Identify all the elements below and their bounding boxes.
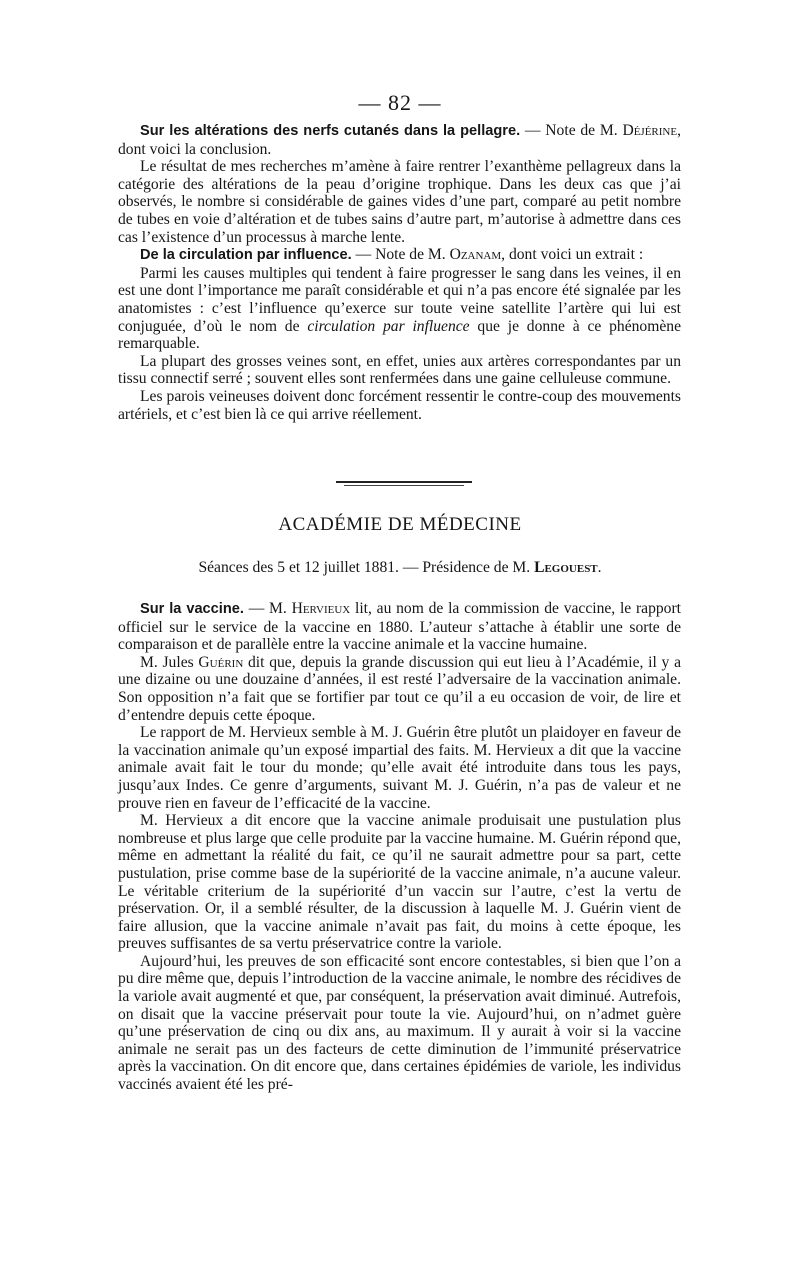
section-divider-rule	[336, 481, 472, 483]
article-vaccine-paragraph-5: Aujourd’hui, les preuves de son efficacité sont encore contestables, si bien que l’on a pu dire même que, depuis l’introduction de la vaccine animale, le nombre des récidives de la variole avait augmenté et que, par conséquent, la préservation avait diminué. Autrefois, on disait que la vaccine préservait pour toute la vie. Aujourd’hui, on n’admet guère qu’une préservation de cinq ou dix ans, au maximum. Il y aurait à voir si la vaccine animale ne serait pas un des facteurs de cette diminution de l’immunité préservatrice après la vaccination. On dit encore que, dans certaines épidémies de variole, les individus vaccinés avaient été les pré-	[118, 952, 681, 1094]
article-circulation-paragraph-3: Les parois veineuses doivent donc forcément ressentir le contre-coup des mouvements artériels, et c’est bien là ce qui arrive réellement.	[118, 387, 681, 423]
author-dejerine: Déjérine	[622, 122, 678, 139]
article-circulation-paragraph-1: Parmi les causes multiples qui tendent à faire progresser le sang dans les veines, il en est une dont l’importance me paraît considérable et qui n’a pas encore été signalée par les anatomistes : c’est l’influence qu’exerce sur toute veine satellite l’artère qui lui est conjuguée, d’où le nom de circulation par influence que je donne à ce phénomène remarquable.	[118, 264, 681, 353]
section-heading-academie: ACADÉMIE DE MÉDECINE	[278, 514, 522, 535]
article-pellagra-paragraph: Le résultat de mes recherches m’amène à faire rentrer l’exanthème pellagreux dans la catégorie des altérations de la peau d’origine trophique. Dans les deux cas que j’ai observés, le nombre si considérable de gaines vides d’une part, comparé au petit nombre de tubes en voie d’altération et de tubes sains d’autre part, m’autorise à admettre dans ces cas l’existence d’un processus à marche lente.	[118, 158, 681, 246]
article-vaccine-paragraph-4: M. Hervieux a dit encore que la vaccine animale produisait une pustulation plus nombreuse et plus large que celle produite par la vaccine humaine. M. Guérin répond que, même en admettant la réalité du fait, ce qu’il ne saurait admettre pour sa part, cette pustulation, prise comme base de la supériorité de la vaccine animale, n’a aucune valeur. Le véritable criterium de la supériorité d’un vaccin sur l’autre, c’est la vertu de préservation. Or, il a semblé résulter, de la discussion à laquelle M. J. Guérin vient de faire allusion, que la vaccine animale n’avait pas fait, du moins à cette époque, les preuves suffisantes de sa vertu préservatrice contre la variole.	[118, 812, 681, 953]
article-vaccine-intro: Sur la vaccine. — M. Hervieux lit, au nom de la commission de vaccine, le rapport officiel sur le service de la vaccine en 1880. L’auteur s’attache à établir une sorte de comparaison et de parallèle entre la vaccine animale et la vaccine humaine.	[118, 600, 681, 654]
article-circulation-paragraph-2: La plupart des grosses veines sont, en effet, unies aux artères correspondantes par un tissu connectif serré ; souvent elles sont renfermées dans une gaine celluleuse commune.	[118, 352, 681, 388]
article-vaccine-paragraph-3: Le rapport de M. Hervieux semble à M. J. Guérin être plutôt un plaidoyer en faveur de la vaccination animale qu’un exposé impartial des faits. M. Hervieux a dit que la vaccine animale avait fait le tour du monde; qu’elle avait été introduite dans tous les pays, jusqu’aux Indes. Ce genre d’arguments, suivant M. J. Guérin, n’a pas de valeur et ne prouve rien en faveur de l’efficacité de la vaccine.	[118, 724, 681, 812]
italic-term: circulation par influence	[307, 317, 470, 335]
lower-text-block	[118, 600, 681, 1094]
article-title-vaccine: Sur la vaccine.	[140, 601, 244, 617]
session-line: Séances des 5 et 12 juillet 1881. — Présidence de M. Legouest.	[198, 559, 602, 576]
name-guerin: Guérin	[198, 653, 244, 671]
article-vaccine-paragraph-2: M. Jules Guérin dit que, depuis la grande discussion qui eut lieu à l’Académie, il y a une dizaine ou une douzaine d’années, il est resté l’adversaire de la vaccination animale. Son opposition n’a fait que se fortifier par tout ce qu’il a eu occasion de voir, de lire et d’entendre depuis cette époque.	[118, 653, 681, 724]
author-ozanam: Ozanam	[449, 246, 502, 264]
article-title-circulation: De la circulation par influence.	[140, 247, 352, 264]
article-title-pellagra: Sur les altérations des nerfs cutanés dans la pellagre.	[140, 123, 521, 139]
author-hervieux: Hervieux	[291, 600, 351, 617]
article-circulation-intro: De la circulation par influence. — Note de M. Ozanam, dont voici un extrait :	[140, 246, 644, 264]
upper-text-block	[118, 122, 681, 423]
page-number: — 82 —	[358, 90, 442, 115]
president-legouest: Legouest	[534, 559, 598, 576]
article-pellagra-intro: Sur les altérations des nerfs cutanés dans la pellagre. — Note de M. Déjérine, dont voici la conclusion.	[118, 122, 681, 158]
